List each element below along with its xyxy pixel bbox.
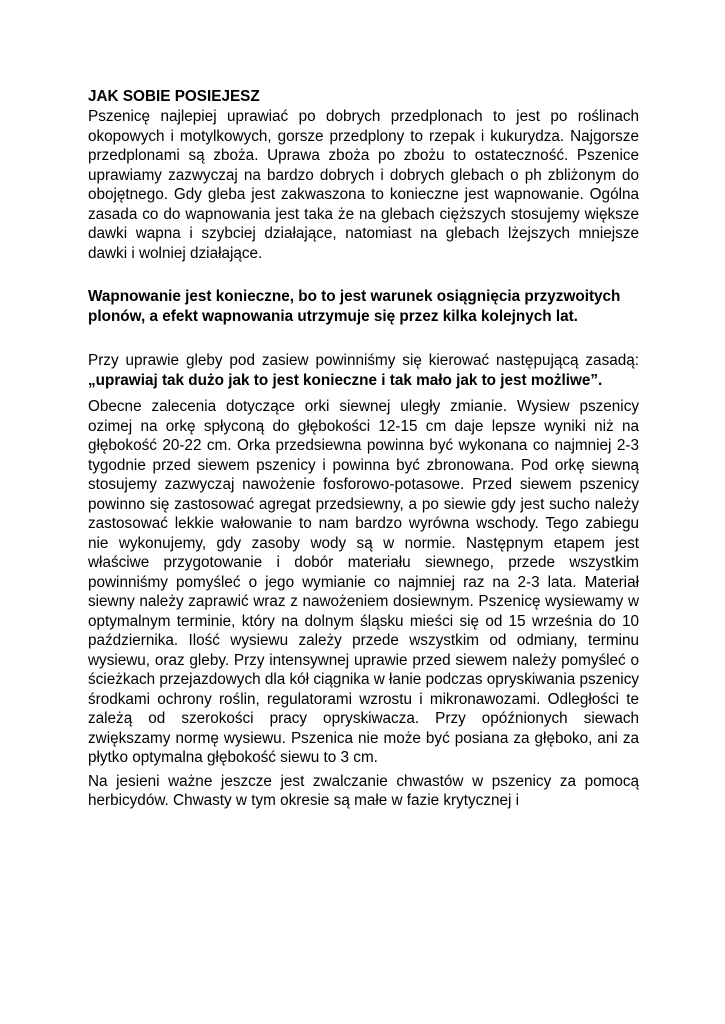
paragraph-liming-emphasis: Wapnowanie jest konieczne, bo to jest warunek osiągnięcia przyzwoitych plonów, a efekt wapnowania utrzymuje się przez kilka kolejnych lat. (88, 288, 621, 325)
paragraph-tillage-rule (88, 351, 639, 391)
paragraph-crop-rotation: Pszenicę najlepiej uprawiać po dobrych przedplonach to jest po roślinach okopowych i motylkowych, gorsze przedplony to rzepak i kukurydza. Najgorsze przedplonami są zboża. Uprawa zboża po zbożu to ostateczność. Pszenice uprawiamy zazwyczaj na bardzo dobrych i dobrych glebach o ph zbliżonym do obojętnego. Gdy gleba jest zakwaszona to konieczne jest wapnowanie. Ogólna zasada co do wapnowania jest taka że na glebach cięższych stosujemy większe dawki wapna i szybciej działające, natomiast na glebach lżejszych mniejsze dawki i wolniej działające. (88, 108, 639, 262)
tillage-rule-quote: „uprawiaj tak dużo jak to jest konieczne i tak mało jak to jest możliwe”. (88, 372, 603, 389)
paragraph-weed-control: Na jesieni ważne jeszcze jest zwalczanie chwastów w pszenicy za pomocą herbicydów. Chwasty w tym okresie są małe w fazie krytycznej i (88, 772, 639, 809)
tillage-rule-intro: Przy uprawie gleby pod zasiew powinniśmy się kierować następującą zasadą: (88, 352, 639, 369)
paragraph-sowing-recommendations: Obecne zalecenia dotyczące orki siewnej uległy zmianie. Wysiew pszenicy ozimej na orkę spłyconą do głębokości 12-15 cm daje lepsze wyniki niż na głębokość 20-22 cm. Orka przedsiewna powinna być wykonana co najmniej 2-3 tygodnie przed siewem pszenicy i powinna być zbronowana. Pod orkę siewną stosujemy zazwyczaj nawożenie fosforowo-potasowe. Przed siewem pszenicy powinno się zastosować agregat przedsiewny, a po siewie gdy jest sucho należy zastosować lekkie wałowanie to nam bardzo wyrówna wschody. Tego zabiegu nie wykonujemy, gdy zasoby wody są w normie. Następnym etapem jest właściwe przygotowanie i dobór materiału siewnego, przede wszystkim powinniśmy pomyśleć o jego wymianie co najmniej raz na 2-3 lata. Materiał siewny należy zaprawić wraz z nawożeniem dosiewnym. Pszenicę wysiewamy w optymalnym terminie, który na dolnym śląsku mieści się od 15 września do 10 października. Ilość wysiewu zależy przede wszystkim od odmiany, terminu wysiewu, oraz gleby. Przy intensywnej uprawie przed siewem należy pomyśleć o ścieżkach przejazdowych dla kół ciągnika w łanie podczas opryskiwania pszenicy środkami ochrony roślin, regulatorami wzrostu i mikronawozami. Odległości te zależą od szerokości pracy opryskiwacza. Przy opóźnionych siewach zwiększamy normę wysiewu. Pszenica nie może być posiana za głęboko, ani za płytko optymalna głębokość siewu to 3 cm. (88, 398, 639, 766)
document-body (88, 87, 639, 811)
document-heading: JAK SOBIE POSIEJESZ (88, 88, 260, 105)
